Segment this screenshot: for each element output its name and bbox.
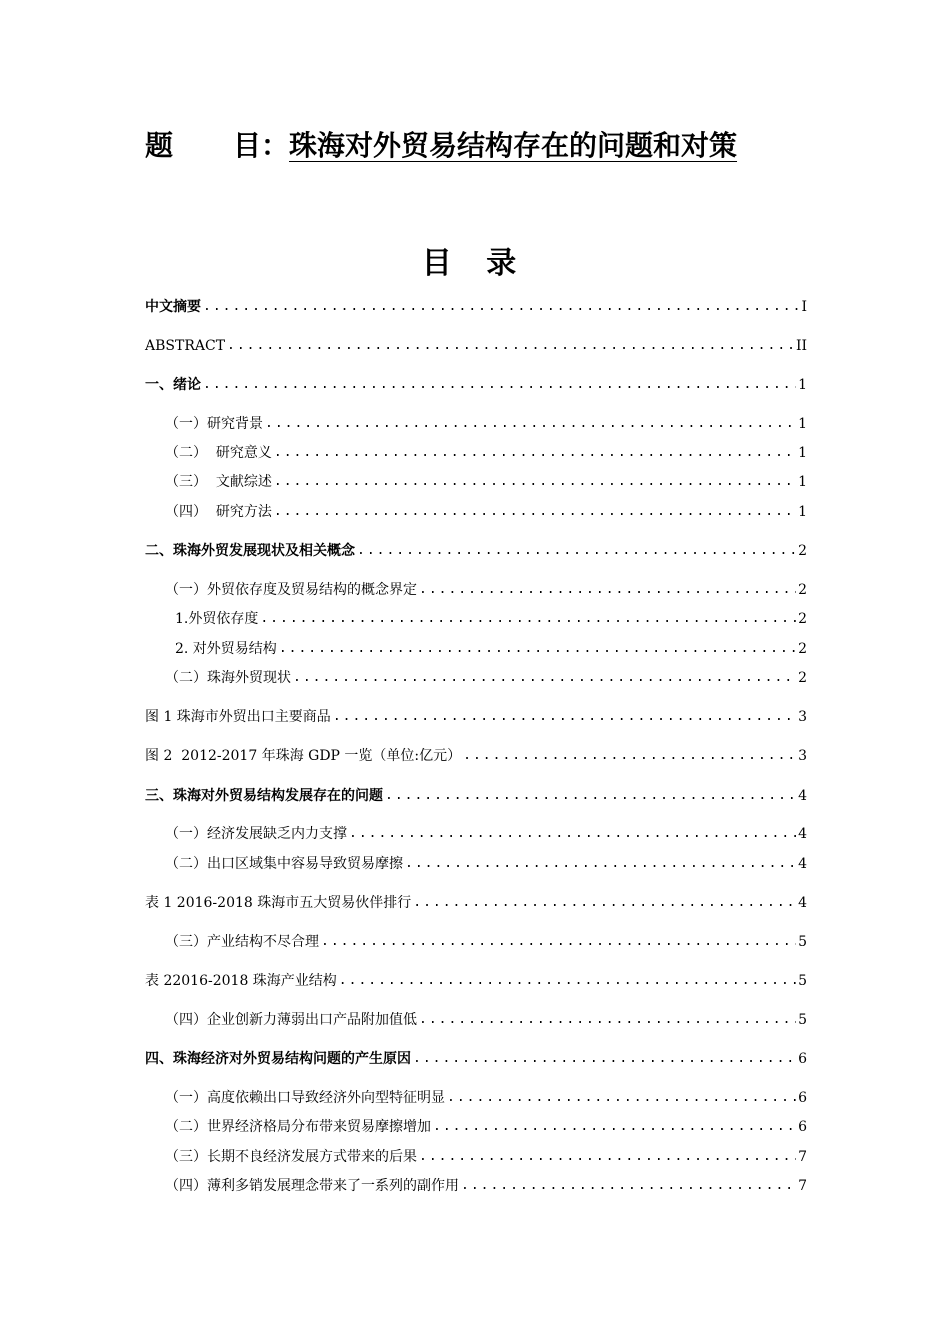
toc-heading: 目 录 [421, 246, 529, 281]
toc-entry-text: 2. 对外贸易结构 [175, 641, 277, 657]
toc-entry-page: II [795, 338, 807, 354]
toc-entry-3-1[interactable] [165, 821, 807, 843]
toc-entry-text: （二） 研究意义 [165, 445, 272, 461]
toc-entry-page: 1 [798, 377, 807, 393]
toc-entry-text: （三）长期不良经济发展方式带来的后果 [165, 1149, 417, 1165]
toc-entry-page: 1 [798, 504, 807, 520]
toc-entry-figure-1[interactable] [145, 704, 807, 726]
toc-entry-text: 三、珠海对外贸易结构发展存在的问题 [145, 788, 383, 804]
toc-entry-table-1[interactable] [145, 890, 807, 912]
title-value: 珠海对外贸易结构存在的问题和对策 [289, 129, 738, 162]
toc-entry-text: ABSTRACT [145, 338, 226, 354]
toc-entry-text: （一）外贸依存度及贸易结构的概念界定 [165, 582, 417, 598]
toc-entry-page: 1 [798, 416, 807, 432]
toc-leader-dots [333, 708, 796, 726]
toc-entry-page: 2 [798, 670, 807, 686]
toc-entry-page: 4 [798, 856, 807, 872]
toc-entry-text: （一）高度依赖出口导致经济外向型特征明显 [165, 1090, 445, 1106]
toc-leader-dots [419, 581, 796, 599]
toc-entry-2-1-1[interactable] [175, 606, 807, 628]
toc-entry-page: 4 [798, 826, 807, 842]
toc-leader-dots [321, 933, 796, 951]
toc-entry-text: （四） 研究方法 [165, 504, 272, 520]
document-title [145, 124, 737, 164]
toc-entry-abstract-en[interactable] [145, 333, 807, 355]
toc-entry-text: （一）研究背景 [165, 416, 263, 432]
toc-entry-page: 6 [798, 1119, 807, 1135]
toc-leader-dots [339, 972, 796, 990]
toc-entry-text: 表 1 2016-2018 珠海市五大贸易伙伴排行 [145, 895, 412, 911]
toc-leader-dots [279, 640, 796, 658]
toc-entry-figure-2[interactable] [145, 743, 807, 765]
toc-entry-table-2[interactable] [145, 968, 807, 990]
toc-entry-page: I [801, 299, 807, 315]
toc-entry-page: 2 [798, 543, 807, 559]
toc-entry-1-1[interactable] [165, 411, 807, 433]
toc-entry-page: 1 [798, 474, 807, 490]
toc-leader-dots [203, 298, 799, 316]
toc-leader-dots [265, 415, 796, 433]
toc-leader-dots [433, 1118, 796, 1136]
toc-entry-page: 5 [798, 1012, 807, 1028]
toc-entry-text: （三） 文献综述 [165, 474, 272, 490]
toc-entry-page: 2 [798, 582, 807, 598]
toc-entry-4-3[interactable] [165, 1144, 807, 1166]
toc-entry-text: （四）薄利多销发展理念带来了一系列的副作用 [165, 1178, 459, 1194]
toc-leader-dots [419, 1148, 796, 1166]
toc-leader-dots [463, 747, 796, 765]
toc-entry-text: 一、绪论 [145, 377, 201, 393]
toc-entry-text: 中文摘要 [145, 299, 201, 315]
toc-entry-3-3[interactable] [165, 929, 807, 951]
toc-entry-page: 4 [798, 788, 807, 804]
toc-entry-3-2[interactable] [165, 851, 807, 873]
toc-leader-dots [203, 376, 796, 394]
toc-leader-dots [274, 444, 796, 462]
toc-leader-dots [419, 1011, 796, 1029]
toc-entry-page: 6 [798, 1090, 807, 1106]
toc-entry-text: （二）世界经济格局分布带来贸易摩擦增加 [165, 1119, 431, 1135]
toc-entry-text: （四）企业创新力薄弱出口产品附加值低 [165, 1012, 417, 1028]
toc-leader-dots [461, 1177, 796, 1195]
toc-entry-2-2[interactable] [165, 665, 807, 687]
toc-entry-page: 7 [798, 1149, 807, 1165]
toc-entry-page: 7 [798, 1178, 807, 1194]
toc-entry-page: 5 [798, 934, 807, 950]
toc-entry-text: 图 1 珠海市外贸出口主要商品 [145, 709, 331, 725]
toc-leader-dots [274, 473, 796, 491]
toc-entry-4-4[interactable] [165, 1173, 807, 1195]
toc-entry-page: 5 [798, 973, 807, 989]
toc-entry-text: （二）珠海外贸现状 [165, 670, 291, 686]
title-label-first: 题 [145, 129, 174, 162]
toc-entry-chapter-3[interactable] [145, 783, 807, 805]
toc-entry-1-3[interactable] [165, 469, 807, 491]
toc-entry-page: 2 [798, 611, 807, 627]
toc-entry-page: 3 [798, 748, 807, 764]
toc-leader-dots [227, 337, 794, 355]
toc-entry-abstract-cn[interactable] [145, 294, 807, 316]
toc-entry-page: 4 [798, 895, 807, 911]
toc-entry-1-4[interactable] [165, 499, 807, 521]
toc-entry-chapter-2[interactable] [145, 538, 807, 560]
toc-entry-text: 图 2 2012-2017 年珠海 GDP 一览（单位:亿元） [145, 748, 462, 764]
toc-leader-dots [405, 855, 796, 873]
toc-entry-text: 四、珠海经济对外贸易结构问题的产生原因 [145, 1051, 411, 1067]
toc-entry-2-1[interactable] [165, 577, 807, 599]
toc-leader-dots [293, 669, 796, 687]
toc-leader-dots [260, 610, 796, 628]
toc-entry-3-4[interactable] [165, 1007, 807, 1029]
toc-entry-text: 二、珠海外贸发展现状及相关概念 [145, 543, 355, 559]
toc-entry-text: （一）经济发展缺乏内力支撑 [165, 826, 347, 842]
toc-entry-text: （三）产业结构不尽合理 [165, 934, 319, 950]
toc-leader-dots [274, 503, 796, 521]
toc-entry-4-2[interactable] [165, 1114, 807, 1136]
toc-leader-dots [357, 542, 796, 560]
title-label-second: 目： [233, 129, 290, 162]
toc-entry-page: 2 [798, 641, 807, 657]
toc-entry-2-1-2[interactable] [175, 636, 807, 658]
toc-entry-page: 3 [798, 709, 807, 725]
toc-entry-4-1[interactable] [165, 1085, 807, 1107]
toc-leader-dots [349, 825, 796, 843]
toc-leader-dots [447, 1089, 796, 1107]
toc-entry-text: 表 22016-2018 珠海产业结构 [145, 973, 337, 989]
toc-leader-dots [413, 1050, 796, 1068]
toc-entry-chapter-1[interactable] [145, 372, 807, 394]
toc-leader-dots [413, 894, 796, 912]
toc-leader-dots [385, 787, 796, 805]
toc-entry-page: 6 [798, 1051, 807, 1067]
toc-entry-1-2[interactable] [165, 440, 807, 462]
toc-entry-chapter-4[interactable] [145, 1046, 807, 1068]
toc-entry-text: 1.外贸依存度 [175, 611, 259, 627]
toc-entry-text: （二）出口区域集中容易导致贸易摩擦 [165, 856, 403, 872]
toc-entry-page: 1 [798, 445, 807, 461]
